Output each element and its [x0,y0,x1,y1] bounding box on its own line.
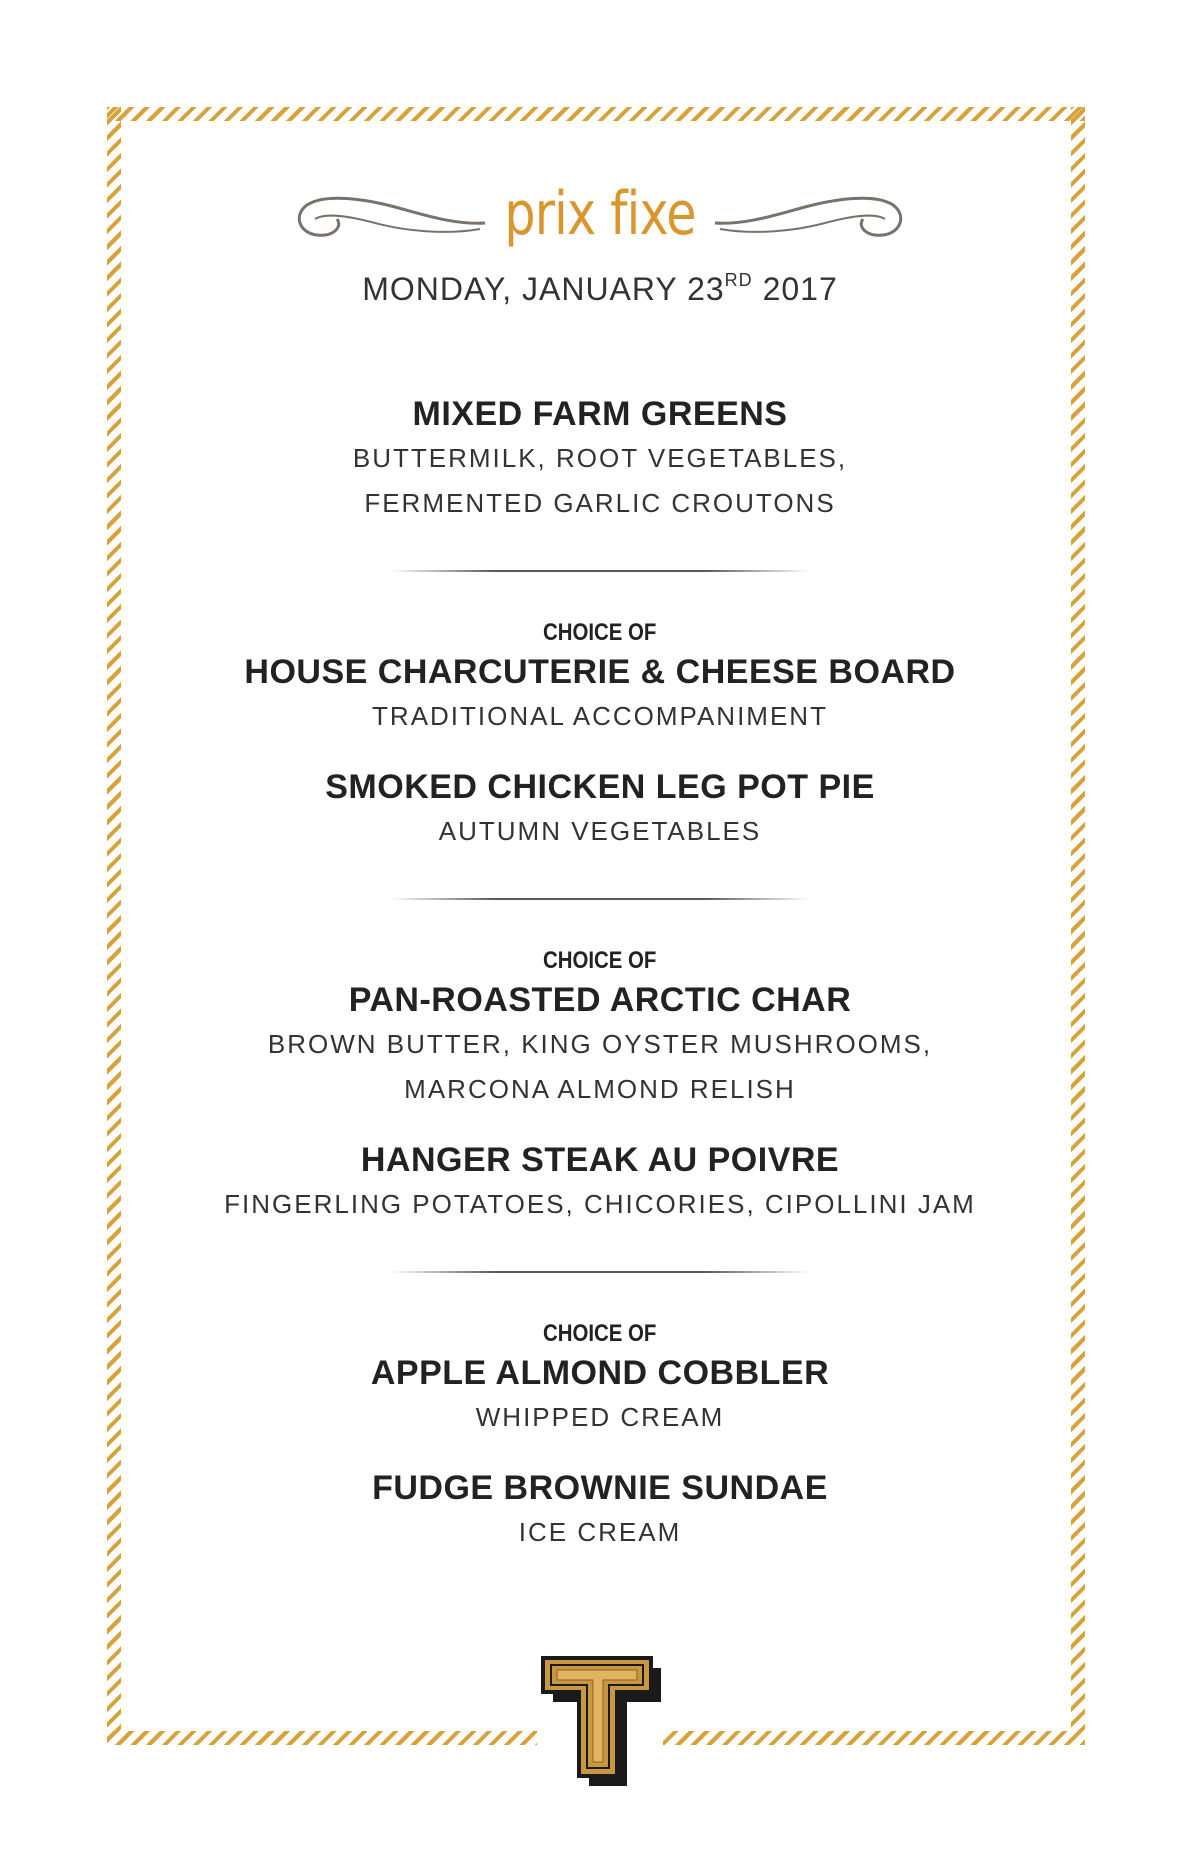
date-year: 2017 [752,271,838,307]
dish-description: FERMENTED GARLIC CROUTONS [364,488,836,518]
date-main: MONDAY, JANUARY 23 [362,271,725,307]
dish-name: PAN-ROASTED ARCTIC CHAR [348,981,852,1019]
choice-label: CHOICE OF [543,947,657,974]
course-second [0,616,1200,854]
menu-title: prix fixe [504,179,696,249]
border-top [107,107,1085,121]
dish-description: MARCONA ALMOND RELISH [404,1074,796,1104]
right-swash-icon [710,185,915,255]
dish-name: HOUSE CHARCUTERIE & CHEESE BOARD [244,653,956,691]
dish-description: ICE CREAM [518,1517,682,1547]
dish-description: WHIPPED CREAM [475,1402,725,1432]
menu-courses [0,392,1200,1555]
dish-name: SMOKED CHICKEN LEG POT PIE [325,768,875,806]
course-first [0,392,1200,526]
course-third [0,944,1200,1227]
choice-label: CHOICE OF [543,1320,657,1347]
t-monogram-logo-icon [537,1650,663,1790]
dish-description: AUTUMN VEGETABLES [438,816,762,846]
menu-date [0,270,1200,308]
choice-label: CHOICE OF [543,619,657,646]
dish-name: FUDGE BROWNIE SUNDAE [372,1469,828,1507]
menu-header [0,179,1200,265]
course-dessert [0,1317,1200,1555]
dish-description: FINGERLING POTATOES, CHICORIES, CIPOLLINI JAM [224,1189,976,1219]
dish-description: TRADITIONAL ACCOMPANIMENT [372,701,828,731]
dish-description: BUTTERMILK, ROOT VEGETABLES, [352,443,848,473]
dish-name: MIXED FARM GREENS [412,395,788,433]
dish-name: HANGER STEAK AU POIVRE [360,1141,840,1179]
dish-description: BROWN BUTTER, KING OYSTER MUSHROOMS, [267,1029,933,1059]
date-suffix: RD [724,270,753,290]
dish-name: APPLE ALMOND COBBLER [370,1354,830,1392]
